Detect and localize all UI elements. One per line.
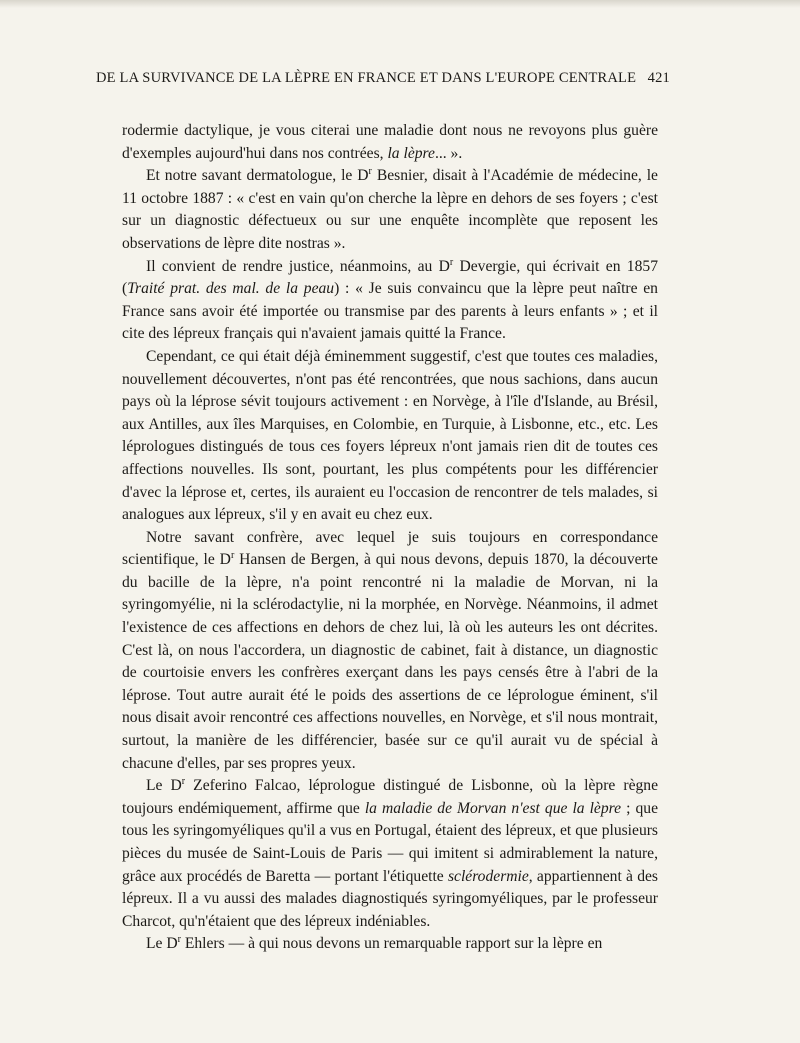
italic-text: sclérodermie <box>447 867 529 885</box>
text-run: Notre savant confrère, avec lequel je suis toujours en correspondance scientifique, le D <box>122 528 658 569</box>
superscript: r <box>181 776 186 788</box>
text-run: Ehlers — à qui nous devons un remarquable rapport sur la lèpre en <box>180 935 603 953</box>
paragraph <box>122 933 658 956</box>
superscript: r <box>368 166 372 177</box>
text-run: ... ». <box>434 144 463 162</box>
text-run: Besnier, disait à l'Académie de médecine, le 11 octobre 1887 : « c'est en vain qu'on cherche la lèpre en dehors de ses foyers ; c'est sur un diagnostic défectueux ou sur une enquête incomplète que reposent les observations de lèpre dite nostras ». <box>122 167 658 252</box>
italic-text: Traité prat. des mal. de la peau <box>127 280 335 298</box>
page-number: 421 <box>647 70 670 86</box>
text-run: Et notre savant dermatologue, le D <box>146 167 369 185</box>
paragraph <box>122 346 658 527</box>
superscript: r <box>177 934 181 946</box>
superscript: r <box>230 550 235 562</box>
text-run: Le D <box>146 777 182 795</box>
text-run: Devergie, qui écrivait en 1857 ( <box>122 257 658 298</box>
text-run: Zeferino Falcao, léprologue distingué de Lisbonne, où la lèpre règne toujours endémiquement, affirme que <box>122 777 659 817</box>
italic-text: la maladie de Morvan n'est que la lèpre <box>364 799 622 817</box>
superscript: r <box>449 256 454 268</box>
body-text <box>122 120 658 956</box>
running-title: DE LA SURVIVANCE DE LA LÈPRE EN FRANCE ET DANS L'EUROPE CENTRALE <box>96 70 637 86</box>
text-run: , appartiennent à des lépreux. Il a vu aussi des malades diagnostiqués syringomyéliques, par le professeur Charcot, qu'n'étaient que des lépreux indéniables. <box>122 867 658 930</box>
text-run: Le D <box>146 935 178 953</box>
text-run: Hansen de Bergen, à qui nous devons, depuis 1870, la découverte du bacille de la lèpre, n'a point rencontré ni la maladie de Morvan, ni la syringomyélie, ni la sclérodactylie, ni la morphée, en Norvège. Néanmoins, il admet l'existence de ces affections en dehors de chez lui, là où les auteurs les ont décrites. C'est là, on nous l'accordera, un diagnostic de cabinet, fait à distance, un diagnostic de courtoisie envers les confrères exerçant dans les pays censés être à l'abri de la léprose. Tout autre aurait été le poids des assertions de ce léprologue éminent, s'il nous disait avoir rencontré ces affections nouvelles, en Norvège, et s'il nous montrait, surtout, la manière de les différencier, basée sur ce qu'il aurait vu de spécial à chacune d'elles, par ses propres yeux. <box>122 551 658 772</box>
paragraph <box>122 165 658 255</box>
paragraph <box>122 120 658 165</box>
paragraph <box>122 775 658 933</box>
text-run: Cependant, ce qui était déjà éminemment suggestif, c'est que toutes ces maladies, nouvellement découvertes, n'ont pas été rencontrées, que nous sachions, dans aucun pays où la léprose sévit toujours activement : en Norvège, à l'île d'Islande, au Brésil, aux Antilles, aux îles Marquises, en Colombie, en Turquie, à Lisbonne, etc., etc. Les léprologues distingués de tous ces foyers lépreux n'ont jamais rien dit de toutes ces affections nouvelles. Ils sont, pourtant, les plus compétents pour les différencier d'avec la léprose et, certes, ils auraient eu l'occasion de rencontrer de tels malades, si analogues aux lépreux, s'il y en avait eu chez eux. <box>122 347 658 524</box>
paragraph <box>122 527 658 776</box>
page-top-edge <box>0 0 800 8</box>
paragraph <box>122 256 658 346</box>
text-run: rodermie dactylique, je vous citerai une maladie dont nous ne revoyons plus guère d'exemples aujourd'hui dans nos contrées, <box>122 122 658 162</box>
italic-text: la lèpre <box>387 144 435 162</box>
text-run: ; que tous les syringomyéliques qu'il a vus en Portugal, étaient des lépreux, et que plusieurs pièces du musée de Saint-Louis de Paris — qui imitent si admirablement la nature, grâce aux procédés de Baretta — portant l'étiquette <box>122 799 658 885</box>
running-header <box>96 70 670 92</box>
text-run: Il convient de rendre justice, néanmoins, au D <box>146 257 450 275</box>
text-run: ) : « Je suis convaincu que la lèpre peut naître en France sans avoir été importée ou transmise par des parents à leurs enfants » ; et il cite des lépreux français qui n'avaient jamais quitté la France. <box>122 280 658 343</box>
